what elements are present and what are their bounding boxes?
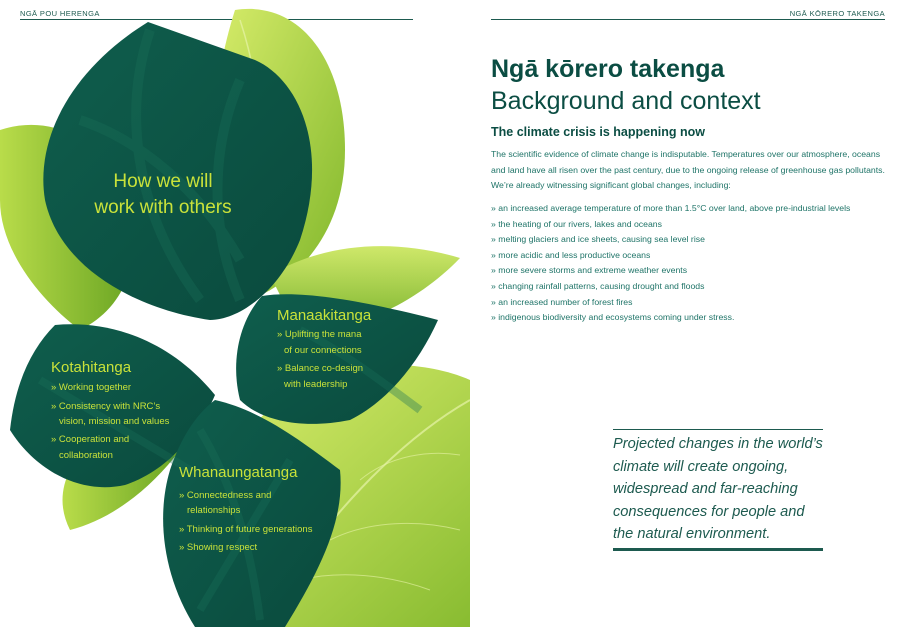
- page-title-maori: Ngā kōrero takenga: [491, 55, 725, 83]
- pull-quote-line: climate will create ongoing,: [613, 458, 789, 475]
- whanaungatanga-line: » Showing respect: [179, 542, 258, 553]
- whanaungatanga-line: » Thinking of future generations: [179, 524, 313, 535]
- kotahitanga-line: collaboration: [59, 450, 113, 461]
- intro-paragraph: The scientific evidence of climate change is indisputable. Temperatures over our atmosphere, oceans and land have all risen over the past century, due to the ongoing release of greenhouse gas pollutants. We’re already witnessing significant global changes, including:: [491, 149, 885, 191]
- kotahitanga-line: vision, mission and values: [59, 416, 170, 427]
- list-item: » more severe storms and extreme weather events: [491, 265, 688, 276]
- whanaungatanga-line: relationships: [187, 505, 241, 516]
- list-item: » an increased number of forest fires: [491, 296, 633, 307]
- kotahitanga-title: Kotahitanga: [51, 359, 132, 376]
- whanaungatanga-title: Whanaungatanga: [179, 464, 298, 481]
- whanaungatanga-line: » Connectedness and: [179, 490, 272, 501]
- manaakitanga-line: with leadership: [284, 379, 348, 390]
- kotahitanga-line: » Cooperation and: [51, 434, 130, 445]
- center-petal-line2: work with others: [94, 197, 232, 218]
- pull-quote-line: consequences for people and: [613, 503, 805, 520]
- pull-quote: [613, 433, 838, 546]
- right-header-rule: [491, 19, 885, 20]
- list-item: » an increased average temperature of more than 1.5°C over land, above pre-industrial levels: [491, 203, 851, 213]
- right-running-header: NGĀ KŌRERO TAKENGA: [789, 9, 885, 18]
- manaakitanga-line: » Uplifting the mana: [277, 329, 362, 340]
- pull-quote-line: the natural environment.: [613, 526, 771, 542]
- list-item: » melting glaciers and ice sheets, causing sea level rise: [491, 234, 705, 245]
- pull-quote-line: widespread and far-reaching: [613, 481, 798, 497]
- page-title-english: Background and context: [491, 87, 761, 115]
- list-item: » the heating of our rivers, lakes and oceans: [491, 218, 662, 229]
- manaakitanga-line: » Balance co-design: [277, 363, 364, 374]
- list-item: » indigenous biodiversity and ecosystems coming under stress.: [491, 312, 735, 323]
- pull-quote-top-rule: [613, 429, 823, 430]
- pull-quote-line: Projected changes in the world’s: [613, 436, 823, 452]
- impacts-list: [491, 201, 891, 326]
- manaakitanga-line: of our connections: [284, 345, 362, 356]
- list-item: » changing rainfall patterns, causing drought and floods: [491, 280, 705, 291]
- manaakitanga-title: Manaakitanga: [277, 307, 372, 324]
- list-item: » more acidic and less productive oceans: [491, 249, 651, 260]
- pull-quote-bottom-rule: [613, 548, 823, 551]
- center-petal-line1: How we will: [113, 171, 213, 192]
- kotahitanga-line: » Working together: [51, 382, 132, 393]
- left-running-header: NGĀ POU HERENGA: [20, 9, 100, 18]
- section-subheading: The climate crisis is happening now: [491, 125, 705, 139]
- kotahitanga-line: » Consistency with NRC’s: [51, 401, 161, 412]
